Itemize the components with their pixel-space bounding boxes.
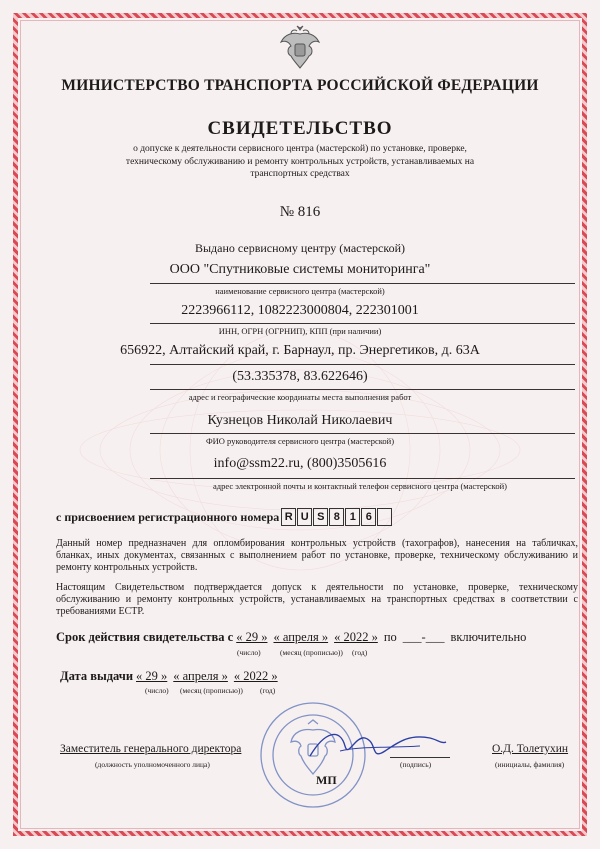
reg-char — [377, 508, 392, 526]
issue-sub-month: (месяц (прописью)) — [180, 686, 243, 695]
contact-rule — [150, 478, 575, 479]
ministry-name: МИНИСТЕРСТВО ТРАНСПОРТА РОССИЙСКОЙ ФЕДЕРАЦИИ — [61, 77, 539, 94]
validity-month: « апреля » — [273, 630, 329, 644]
position-caption: (должность уполномоченного лица) — [95, 760, 210, 769]
company-caption: наименование сервисного центра (мастерской) — [215, 286, 385, 296]
head-caption: ФИО руководителя сервисного центра (мастерской) — [205, 436, 395, 446]
address-rule — [150, 364, 575, 365]
signature-line — [390, 757, 450, 758]
issue-date-row — [60, 669, 281, 684]
contact-caption: адрес электронной почты и контактный телефон сервисного центра (мастерской) — [212, 481, 508, 491]
head-name: Кузнецов Николай Николаевич — [207, 413, 393, 428]
coat-of-arms-icon — [279, 24, 321, 72]
validity-day: « 29 » — [236, 630, 268, 644]
work-address: 656922, Алтайский край, г. Барнаул, пр. Энергетиков, д. 63А — [120, 343, 480, 358]
validity-label: Срок действия свидетельства с — [56, 630, 234, 644]
seal-place-label: МП — [316, 773, 337, 787]
company-ids: 2223966112, 1082223000804, 222301001 — [181, 303, 419, 318]
company-name: ООО "Спутниковые системы мониторинга" — [169, 262, 431, 277]
signature-caption: (подпись) — [400, 760, 432, 769]
issue-date-label: Дата выдачи — [60, 669, 134, 683]
document-subtitle: о допуске к деятельности сервисного центра (мастерской) по установке, проверке, техническому обслуживанию и ремонту контрольных устройств, устанавливаемых на транспортных средствах — [125, 144, 475, 179]
reg-char: S — [313, 508, 328, 526]
reg-char: R — [281, 508, 296, 526]
validity-to-label: по — [383, 630, 397, 644]
reg-char: 6 — [361, 508, 376, 526]
validity-sub-day: (число) — [237, 648, 261, 657]
purpose-paragraph: Данный номер предназначен для опломбирования контрольных устройств (тахографов), нанесения на табличках, бланках, иных документах, связанных с выполнением работ по установке, проверке, техническому обслуживанию и ремонту контрольных устройств. — [56, 538, 578, 573]
issued-to-label: Выдано сервисному центру (мастерской) — [194, 241, 406, 255]
validity-suffix: включительно — [450, 630, 527, 644]
document-title: СВИДЕТЕЛЬСТВО — [207, 118, 393, 139]
signatory-position: Заместитель генерального директора — [60, 743, 242, 755]
reg-char: 8 — [329, 508, 344, 526]
registration-label: с присвоением регистрационного номера — [56, 509, 280, 524]
validity-row — [56, 630, 529, 645]
certificate-number: № 816 — [279, 204, 321, 220]
confirmation-paragraph: Настоящим Свидетельством подтверждается допуск к деятельности по установке, проверке, техническому обслуживанию и ремонту контрольных устройств, устанавливаемых на транспортных средствах в соответствии с требованиями ЕСТР. — [56, 582, 578, 617]
address-caption: адрес и географические координаты места выполнения работ — [188, 392, 412, 402]
issue-year: « 2022 » — [233, 669, 278, 683]
validity-to-value: ___-___ — [402, 630, 445, 644]
name-caption: (инициалы, фамилия) — [495, 760, 565, 769]
reg-char: 1 — [345, 508, 360, 526]
coords-rule — [150, 389, 575, 390]
geo-coordinates: (53.335378, 83.622646) — [232, 369, 368, 384]
ids-rule — [150, 323, 575, 324]
issue-sub-year: (год) — [260, 686, 276, 695]
registration-boxes — [281, 508, 393, 526]
validity-year: « 2022 » — [334, 630, 378, 644]
validity-sub-month: (месяц (прописью)) — [280, 648, 343, 657]
signatory-name: О.Д. Толетухин — [492, 743, 569, 755]
ids-caption: ИНН, ОГРН (ОГРНИП), КПП (при наличии) — [218, 326, 382, 336]
company-rule — [150, 283, 575, 284]
validity-sub-year: (год) — [352, 648, 368, 657]
issue-day: « 29 » — [136, 669, 168, 683]
registration-number-row — [56, 508, 393, 526]
head-rule — [150, 433, 575, 434]
issue-month: « апреля » — [173, 669, 228, 683]
issue-sub-day: (число) — [145, 686, 169, 695]
contact-info: info@ssm22.ru, (800)3505616 — [213, 456, 387, 471]
reg-char: U — [297, 508, 312, 526]
